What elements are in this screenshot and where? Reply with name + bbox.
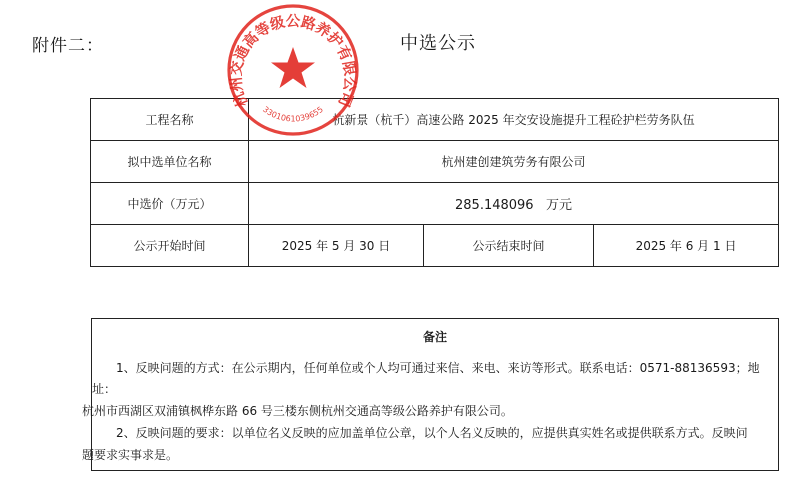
table-row [91, 99, 779, 141]
attachment-label: 附件二： [32, 36, 104, 56]
end-time-value: 2025 年 6 月 1 日 [594, 225, 779, 267]
price-unit: 万元 [545, 198, 572, 213]
project-name-label: 工程名称 [91, 99, 249, 141]
notes-heading: 备注 [422, 330, 447, 344]
price-cell [249, 183, 779, 225]
project-name-value: 杭新景（杭千）高速公路 2025 年交安设施提升工程砼护栏劳务队伍 [249, 99, 779, 141]
note-item-2-continued: 题要求实事求是。 [82, 448, 179, 462]
note-item-1-continued: 杭州市西湖区双浦镇枫桦东路 66 号三楼东侧杭州交通高等级公路养护有限公司。 [82, 404, 513, 418]
start-time-value: 2025 年 5 月 30 日 [249, 225, 424, 267]
price-value: 285.148096 [455, 198, 534, 213]
unit-name-value: 杭州建创建筑劳务有限公司 [249, 141, 779, 183]
seal-code: 3301061039655 [261, 104, 325, 124]
start-time-label: 公示开始时间 [91, 225, 249, 267]
table-row [91, 225, 779, 267]
unit-name-label: 拟中选单位名称 [91, 141, 249, 183]
notes-body [82, 358, 768, 466]
notes-box [82, 318, 779, 471]
seal-org-name: 杭州交通高等级公路养护有限公司 [228, 14, 358, 109]
table-row [91, 183, 779, 225]
note-item-2: 2、反映问题的要求：以单位名义反映的应加盖单位公章，以个人名义反映的，应提供真实姓名或提供联系方式。反映问 [116, 426, 748, 440]
seal-star-icon [271, 47, 315, 88]
price-label: 中选价（万元） [91, 183, 249, 225]
page-title: 中选公示 [400, 33, 476, 54]
note-item-1: 1、反映问题的方式：在公示期内，任何单位或个人均可通过来信、来电、来访等形式。联系电话：0571-88136593；地址： [92, 361, 760, 396]
table-row [91, 141, 779, 183]
end-time-label: 公示结束时间 [424, 225, 594, 267]
info-table [90, 98, 779, 267]
